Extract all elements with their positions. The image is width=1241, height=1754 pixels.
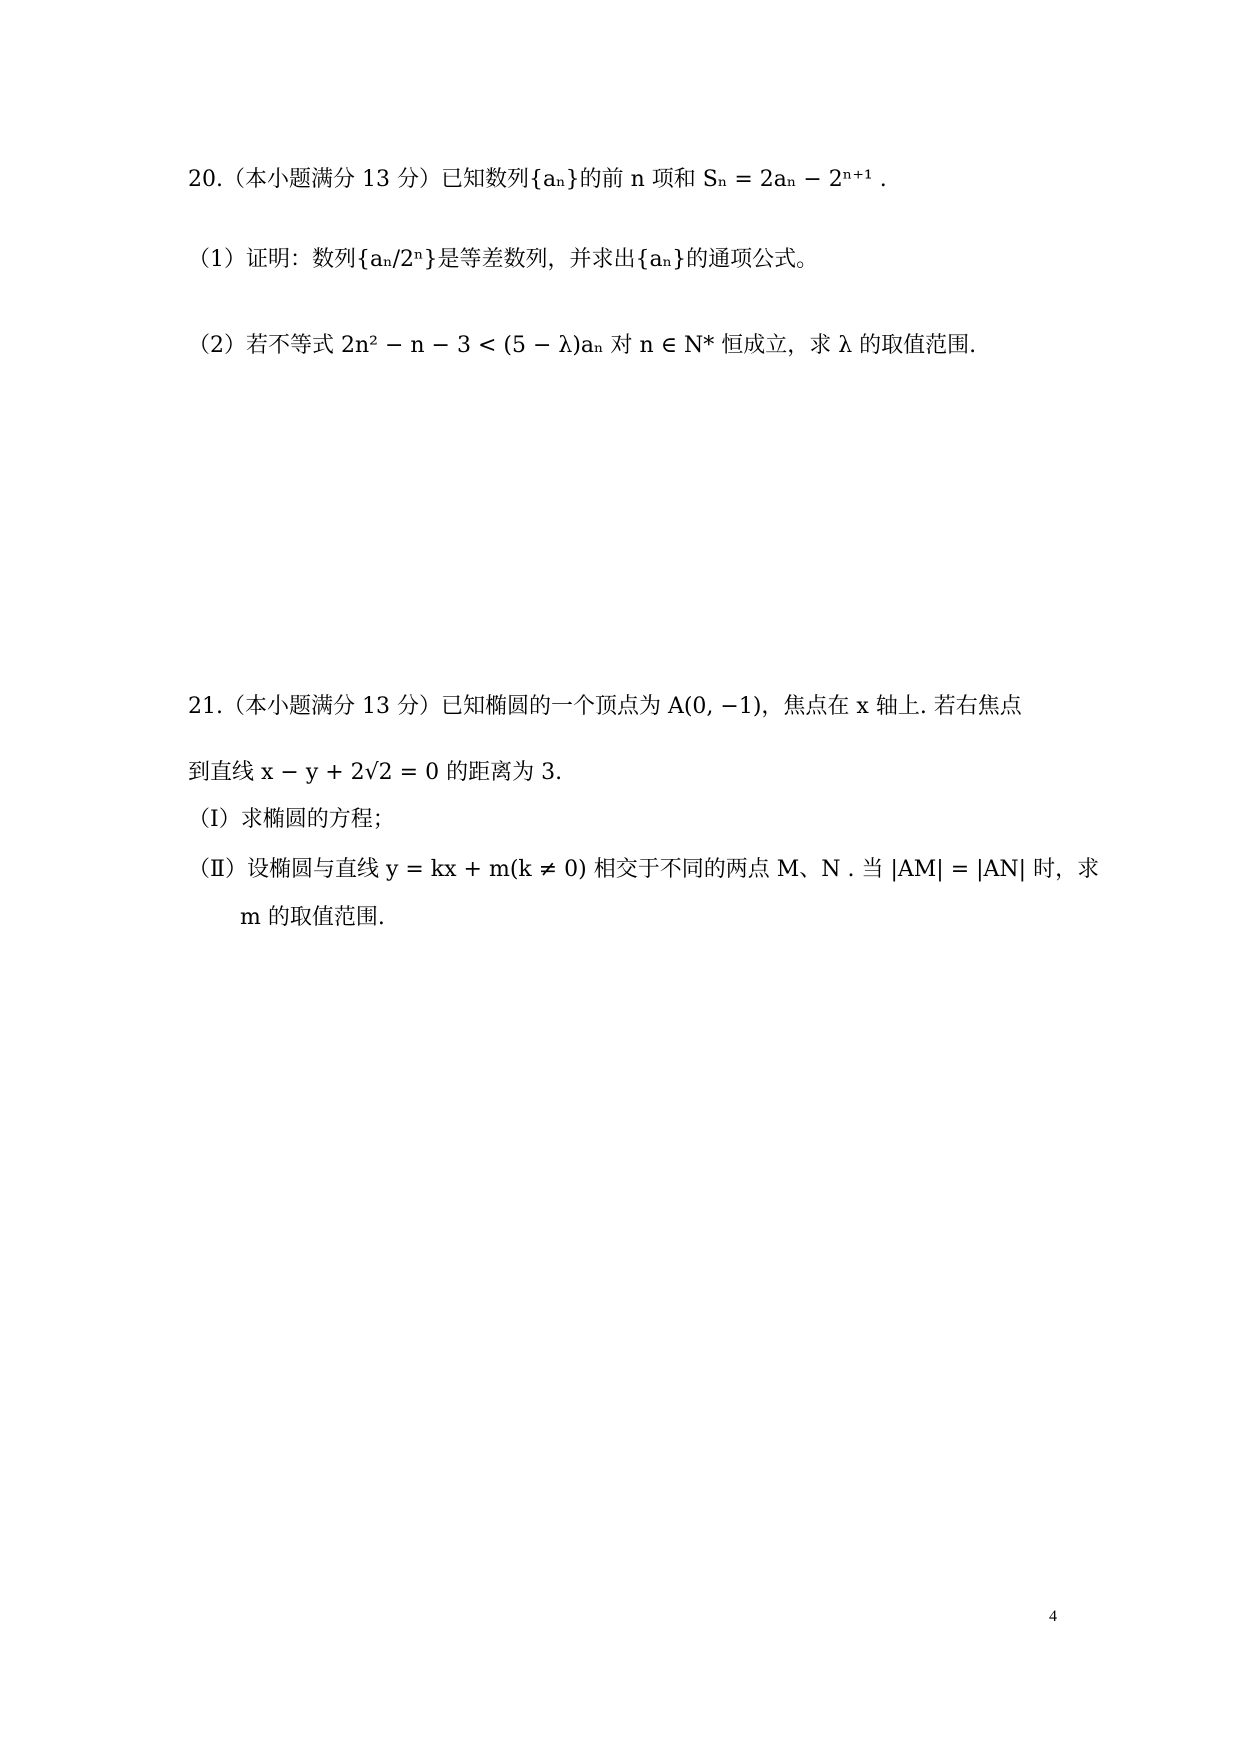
problem-21-part-1: （Ⅰ）求椭圆的方程； (188, 807, 395, 832)
problem-20-part-2: （2）若不等式 2n² − n − 3 < (5 − λ)aₙ 对 n ∈ N* 恒成立，求 λ 的取值范围. (188, 333, 977, 358)
problem-21-part-2-line-1: （Ⅱ）设椭圆与直线 y = kx + m(k ≠ 0) 相交于不同的两点 M、N . 当 |AM| = |AN| 时，求 (188, 857, 1100, 882)
page-number: 4 (1049, 1608, 1057, 1625)
problem-20-title: 20.（本小题满分 13 分）已知数列{aₙ}的前 n 项和 Sₙ = 2aₙ − 2ⁿ⁺¹ . (188, 167, 887, 192)
problem-21-part-2-line-2: m 的取值范围. (240, 905, 385, 930)
problem-20-part-1: （1）证明：数列{aₙ/2ⁿ}是等差数列，并求出{aₙ}的通项公式。 (188, 247, 819, 272)
problem-21-title-line-1: 21.（本小题满分 13 分）已知椭圆的一个顶点为 A(0, −1)，焦点在 x 轴上. 若右焦点 (188, 694, 1022, 719)
problem-21-title-line-2: 到直线 x − y + 2√2 = 0 的距离为 3. (188, 760, 563, 785)
